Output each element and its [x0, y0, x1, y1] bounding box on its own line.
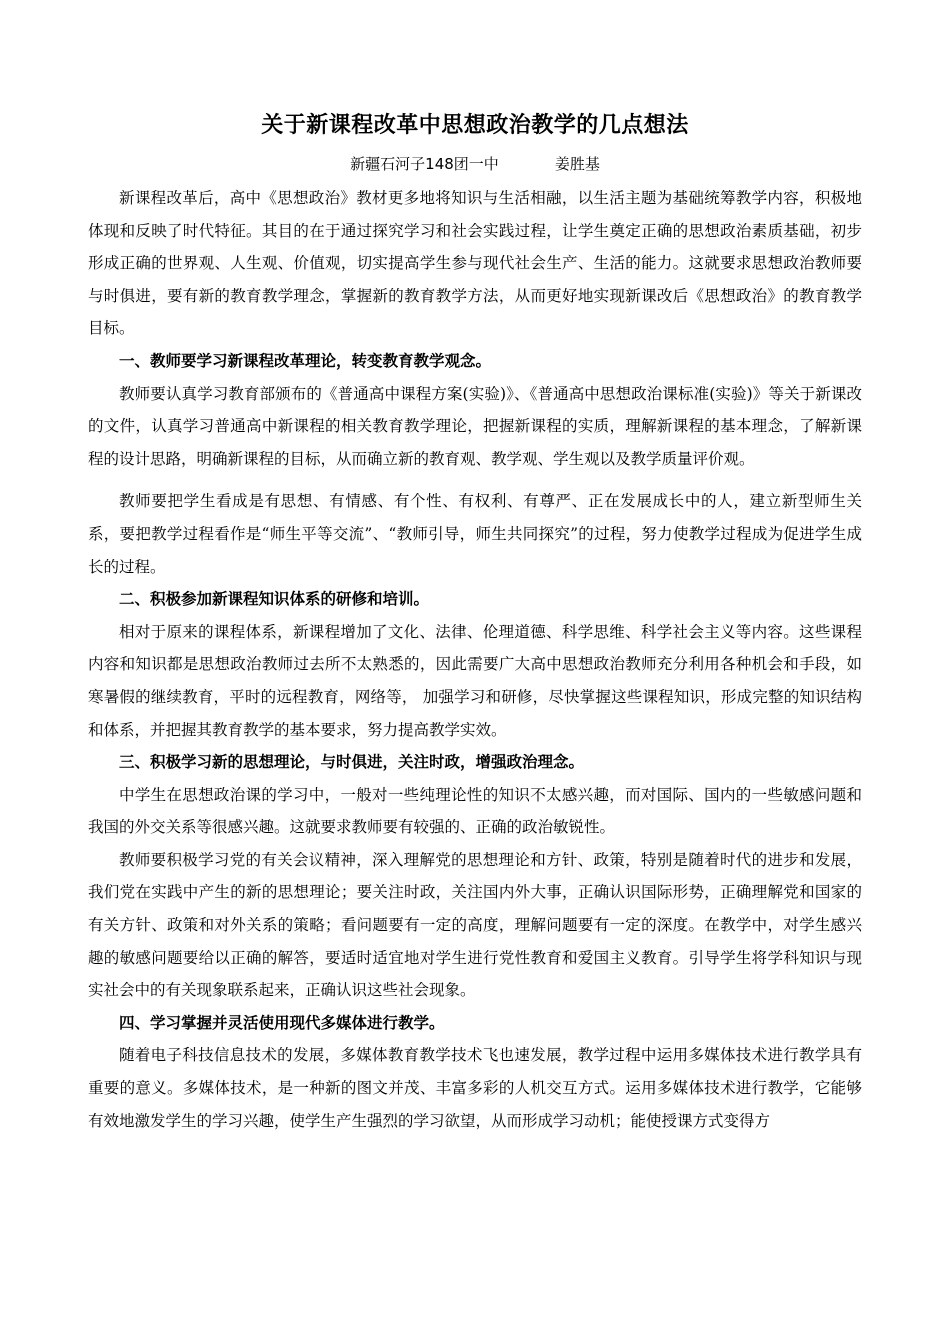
section-1-paragraph-2: 教师要把学生看成是有思想、有情感、有个性、有权利、有尊严、正在发展成长中的人，建立新型师生关系，要把教学过程看作是“师生平等交流”、“教师引导，师生共同探究”的过程，努力使教学过程成为促进学生成长的过程。	[88, 492, 862, 576]
section-2-heading: 二、积极参加新课程知识体系的研修和培训。	[119, 590, 430, 609]
byline	[88, 152, 862, 176]
document-title: 关于新课程改革中思想政治教学的几点想法	[261, 112, 689, 138]
section-4-paragraph-1: 随着电子科技信息技术的发展，多媒体教育教学技术飞也速发展，教学过程中运用多媒体技术进行教学具有重要的意义。多媒体技术，是一种新的图文并茂、丰富多彩的人机交互方式。运用多媒体技术进行教学，它能够有效地激发学生的学习兴趣，使学生产生强烈的学习欲望，从而形成学习动机；能使授课方式变得方	[88, 1046, 862, 1130]
byline-organization: 新疆石河子148团一中	[350, 155, 499, 173]
section-3-paragraph-2: 教师要积极学习党的有关会议精神，深入理解党的思想理论和方针、政策，特别是随着时代的进步和发展，我们党在实践中产生的新的思想理论；要关注时政，关注国内外大事，正确认识国际形势，正确理解党和国家的有关方针、政策和对外关系的策略；看问题要有一定的高度，理解问题要有一定的深度。在教学中，对学生感兴趣的敏感问题要给以正确的解答，要适时适宜地对学生进行党性教育和爱国主义教育。引导学生将学科知识与现实社会中的有关现象联系起来，正确认识这些社会现象。	[88, 850, 862, 1000]
section-2-paragraph-1: 相对于原来的课程体系，新课程增加了文化、法律、伦理道德、科学思维、科学社会主义等内容。这些课程内容和知识都是思想政治教师过去所不太熟悉的，因此需要广大高中思想政治教师充分利用各种机会和手段，如寒暑假的继续教育，平时的远程教育，网络等， 加强学习和研修，尽快掌握这些课程知识，形成完整的知识结构和体系，并把握其教育教学的基本要求，努力提高教学实效。	[88, 622, 862, 739]
section-1-paragraph-1: 教师要认真学习教育部颁布的《普通高中课程方案(实验)》、《普通高中思想政治课标准(实验)》等关于新课改的文件，认真学习普通高中新课程的相关教育教学理论，把握新课程的实质，理解新课程的基本理念，了解新课程的设计思路，明确新课程的目标，从而确立新的教育观、教学观、学生观以及教学质量评价观。	[88, 384, 862, 468]
intro-paragraph: 新课程改革后，高中《思想政治》教材更多地将知识与生活相融，以生活主题为基础统筹教学内容，积极地体现和反映了时代特征。其目的在于通过探究学习和社会实践过程，让学生奠定正确的思想政治素质基础，初步形成正确的世界观、人生观、价值观，切实提高学生参与现代社会生产、生活的能力。这就要求思想政治教师要与时俱进，要有新的教育教学理念，掌握新的教育教学方法，从而更好地实现新课改后《思想政治》的教育教学目标。	[88, 189, 862, 338]
section-4-heading: 四、学习掌握并灵活使用现代多媒体进行教学。	[119, 1013, 445, 1032]
section-3-paragraph-1: 中学生在思想政治课的学习中，一般对一些纯理论性的知识不太感兴趣，而对国际、国内的一些敏感问题和我国的外交关系等很感兴趣。这就要求教师要有较强的、正确的政治敏锐性。	[88, 785, 862, 837]
section-1-heading: 一、教师要学习新课程改革理论，转变教育教学观念。	[119, 351, 492, 370]
section-3-heading: 三、积极学习新的思想理论，与时俱进，关注时政，增强政治理念。	[119, 753, 585, 772]
document-page	[88, 108, 862, 1137]
byline-author: 姜胜基	[554, 155, 600, 173]
